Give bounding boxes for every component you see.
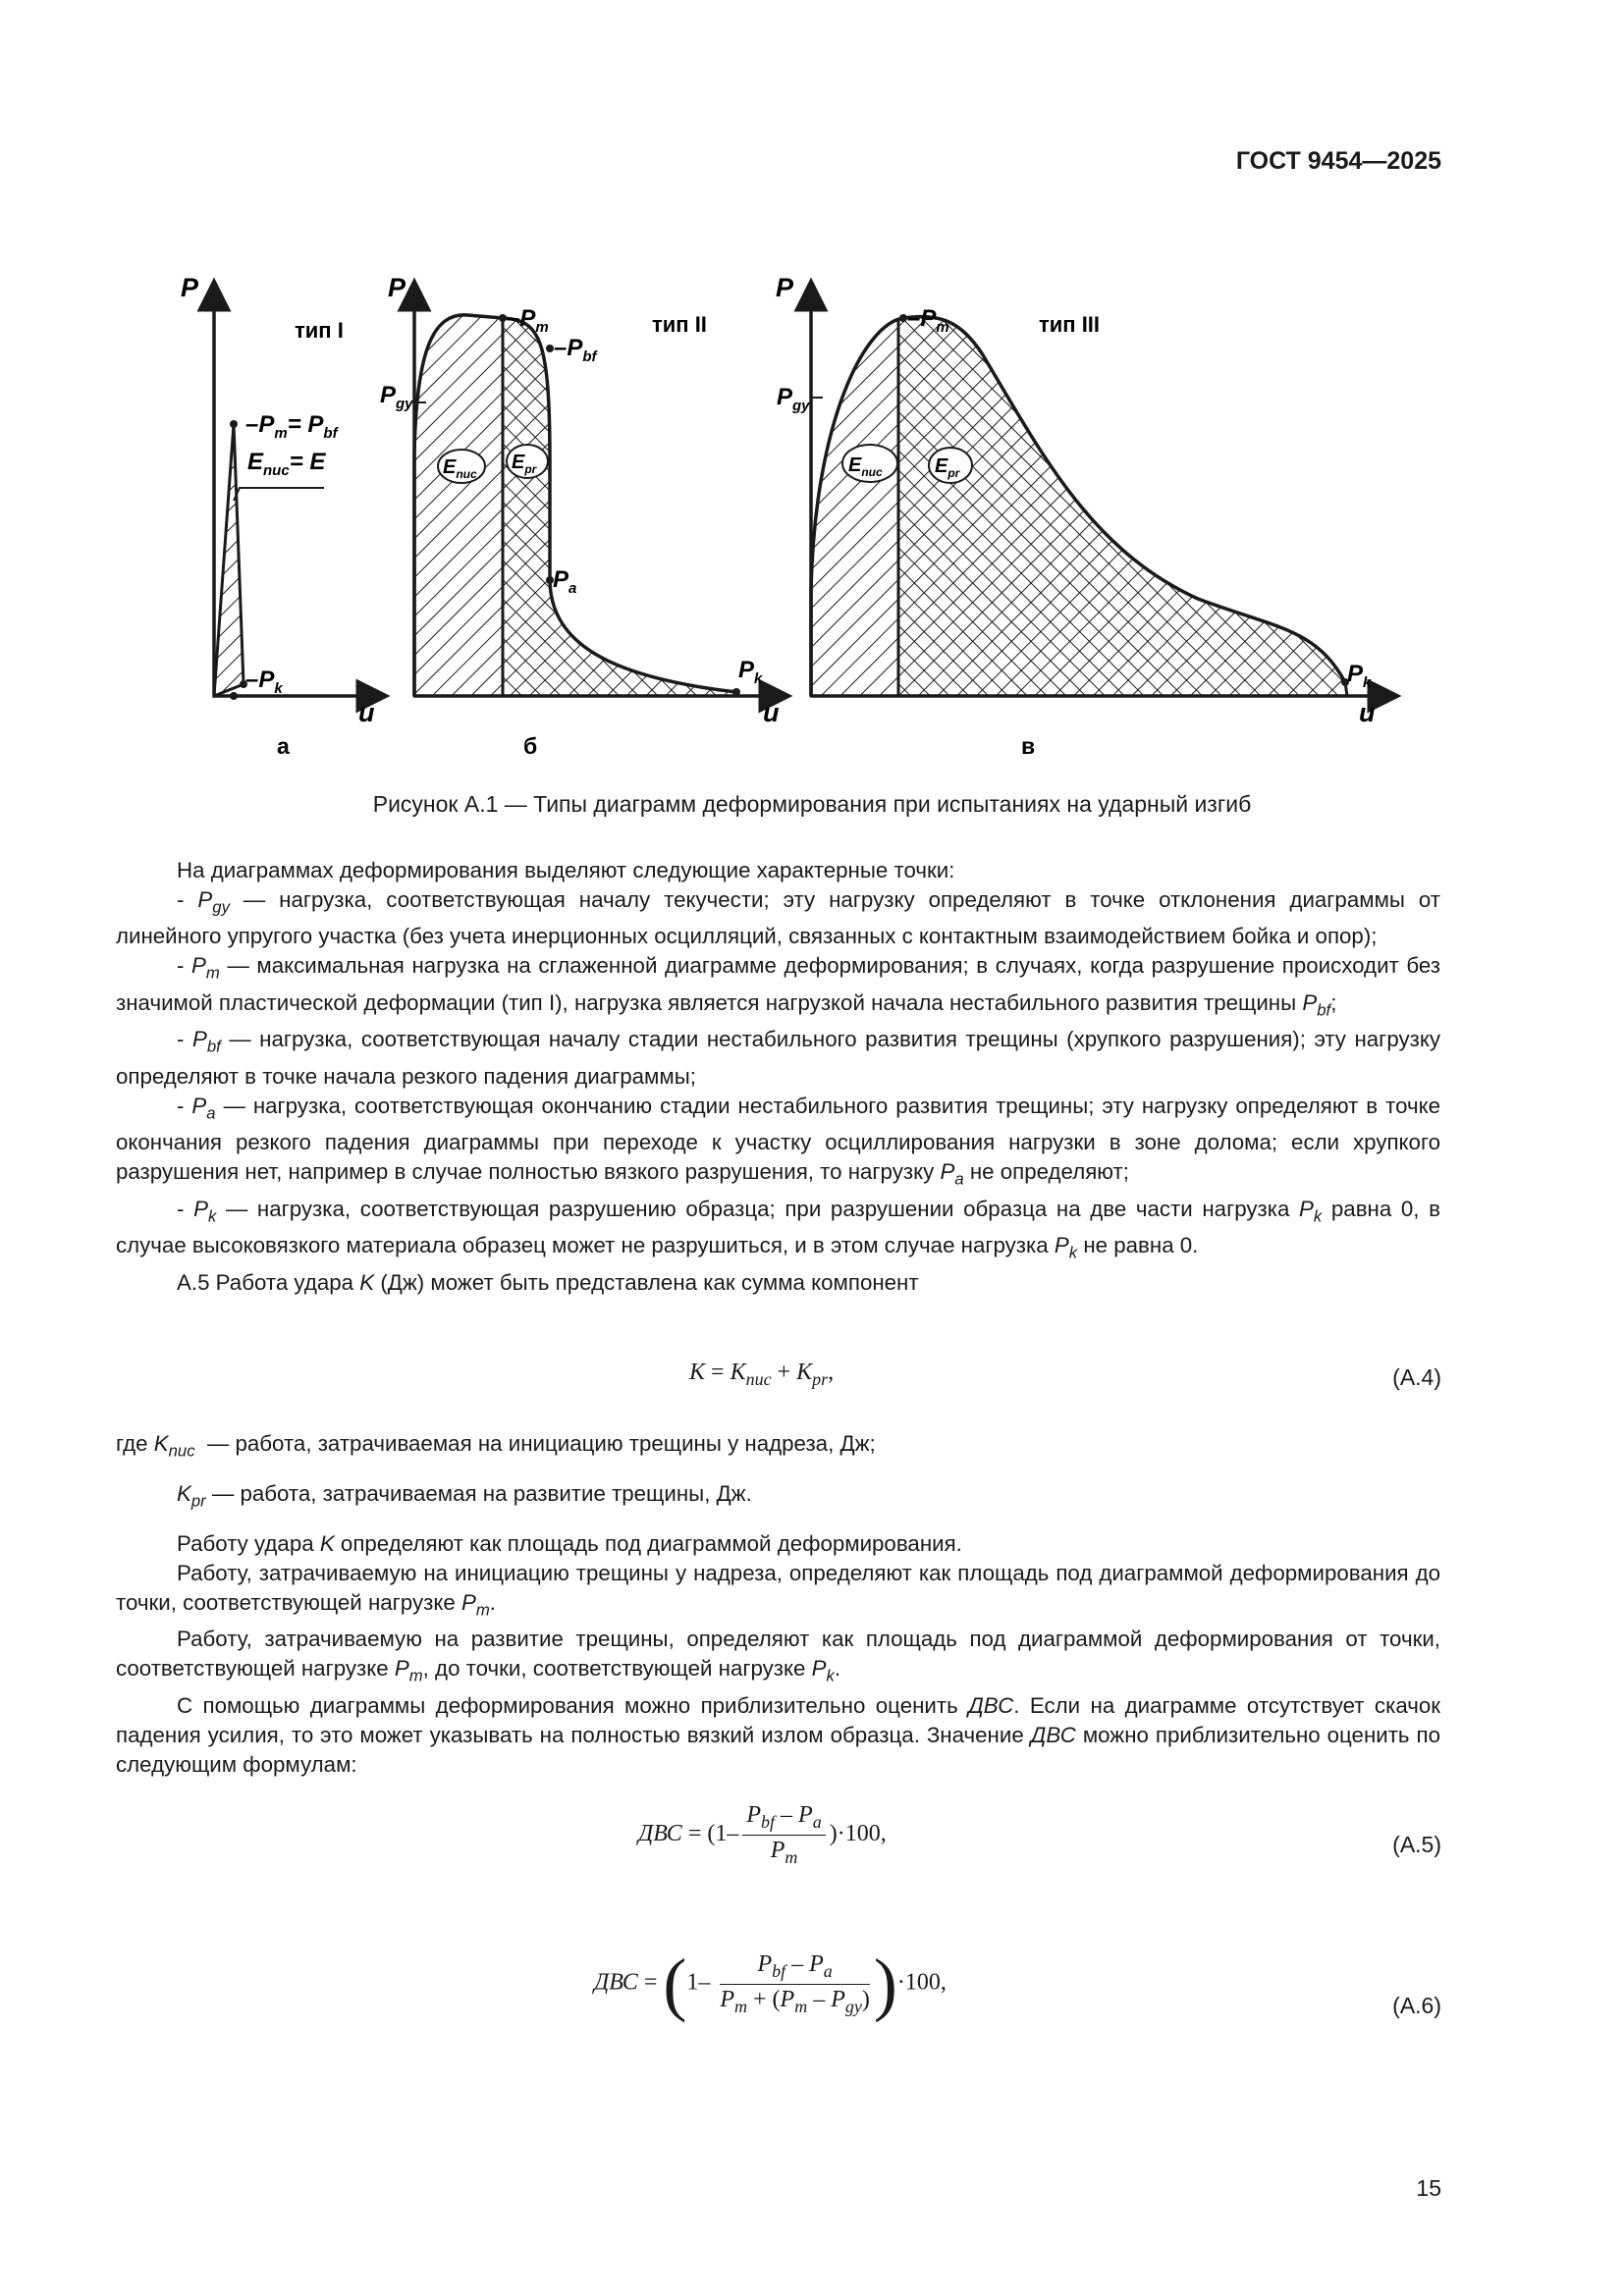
item-pbf: - $P_{bf}$ — нагрузка, соответствующая началу стадии нестабильного развития трещины (хрупкого разрушения); эту нагрузку определяют в точке начала резкого падения диаграммы; [116,1027,1440,1089]
item-pa: - $P_a$ — нагрузка, соответствующая окончанию стадии нестабильного развития трещины; эту нагрузку определяют в точке окончания резкого падения диаграммы при переходе к участку осциллирования нагрузки в зоне долома; если хрупкого разрушения нет, например в случае полностью вязкого разрушения, то нагрузку $P_a$ не определяют; [116,1093,1441,1189]
paragraph-1: Работу удара K определяют как площадь под диаграммой деформирования. [177,1531,962,1556]
panel-a-point-labels [245,411,340,697]
svg-text:–Pk: $-P_k$ [245,667,283,697]
intro-paragraph: На диаграммах деформирования выделяют следующие характерные точки: [177,858,955,882]
svg-text:–Pm: $-P_m$ [507,305,549,336]
axis-y-label-b: P [388,273,406,302]
panel-b-title: тип II [652,312,707,337]
panel-b-letter: б [523,733,538,759]
panel-c [776,273,1384,759]
axis-y-label-c: P [776,273,794,302]
axis-x-label-a: u [358,698,375,727]
axis-x-label-c: u [1359,698,1376,727]
panel-a-title: тип I [295,318,344,343]
axis-y-label-a: P [181,273,199,302]
panel-b [380,273,780,759]
svg-text:–Pm: $-P_m$ [907,305,949,336]
panel-a [181,273,375,759]
svg-text:–Pm= Pbf: $-P_m= P_{bf}$ [245,411,338,442]
formula-a4: $K = K_{nuc} + K_{pr}$, [689,1360,835,1389]
svg-text:Pa: $P_a$ [553,566,577,597]
eq-number-a6: (А.6) [1392,1993,1441,2018]
where-block [116,1429,1440,1517]
section-a5: А.5 Работа удара K (Дж) может быть представлена как сумма компонент [177,1269,919,1295]
item-pk: - $P_k$ — нагрузка, соответствующая разрушению образца; при разрушении образца на две части нагрузка $P_k$ равна 0, в случае высоковязкого материала образец может не разрушиться, и в этом случае нагрузка $P_k$ не равна 0. [116,1196,1440,1262]
panel-c-title: тип III [1039,312,1101,337]
where-nuc: где $K_{nuc}$ — работа, затрачиваемая на инициацию трещины у надреза, Дж; [116,1431,876,1461]
page-number: 15 [1416,2175,1441,2201]
work-paragraphs [116,1529,1440,1780]
panel-a-letter: а [277,733,290,759]
points-description [116,856,1440,1298]
figure-caption: Рисунок А.1 — Типы диаграмм деформирования при испытаниях на ударный изгиб [372,791,1252,817]
paragraph-2: Работу, затрачиваемую на инициацию трещины у надреза, определяют как площадь под диаграммой деформирования до точки, соответствующей нагрузке $P_m$. [116,1561,1440,1620]
svg-text:Pgy: $P_{gy}$ [777,384,810,414]
svg-text:Pk: $P_k$ [738,657,763,687]
svg-text:Pk: $P_k$ [1347,661,1372,691]
svg-text:–Pbf: $-P_{bf}$ [554,335,597,365]
eq-number-a4: (А.4) [1392,1364,1441,1390]
document-id: ГОСТ 9454—2025 [1235,147,1441,175]
svg-text:Epr: $E_{pr}$ [935,455,960,480]
svg-text:Enuc= E: $E_{nuc}= E$ [247,449,326,479]
svg-text:Epr: $E_{pr}$ [512,452,537,476]
axis-x-label-b: u [763,698,780,727]
formula-a6: ДВС = (1– $\frac{P_{bf} - P_a}{P_m + (P_m - P_{gy})}$ )·100, [594,1945,947,2023]
eq-number-a5: (А.5) [1392,1832,1441,1857]
svg-text:Enuc: $E_{nuc}$ [848,454,883,479]
formula-a5: ДВС = (1– $\frac{P_{bf} - P_a}{P_m}$ )·100, [638,1802,887,1867]
deformation-diagrams [0,0,1624,785]
panel-c-letter: в [1021,733,1036,759]
item-pm: - $P_m$ — максимальная нагрузка на сглаженной диаграмме деформирования; в случаях, когда разрушение происходит без значимой пластической деформации (тип I), нагрузка является нагрузкой начала нестабильного развития трещины $P_{bf}$; [116,953,1440,1020]
item-pgy: - $P_{gy}$ — нагрузка, соответствующая началу текучести; эту нагрузку определяют в точке отклонения диаграммы от линейного упругого участка (без учета инерционных осцилляций, связанных с контактным взаимодействием бойка и опор); [116,887,1440,949]
where-pr: $K_{pr}$ — работа, затрачиваемая на развитие трещины, Дж. [177,1481,752,1511]
svg-text:Pgy: $P_{gy}$ [380,382,413,412]
svg-text:Enuc: $E_{nuc}$ [443,456,477,481]
paragraph-3: Работу, затрачиваемую на развитие трещины, определяют как площадь под диаграммой деформирования от точки, соответствующей нагрузке $P_m$, до точки, соответствующей нагрузке $P_k$. [116,1627,1440,1685]
paragraph-4: С помощью диаграммы деформирования можно приблизительно оценить ДВС. Если на диаграмме отсутствует скачок падения усилия, то это может указывать на полностью вязкий излом образца. Значение ДВС можно приблизительно оценить по следующим формулам: [116,1692,1440,1777]
